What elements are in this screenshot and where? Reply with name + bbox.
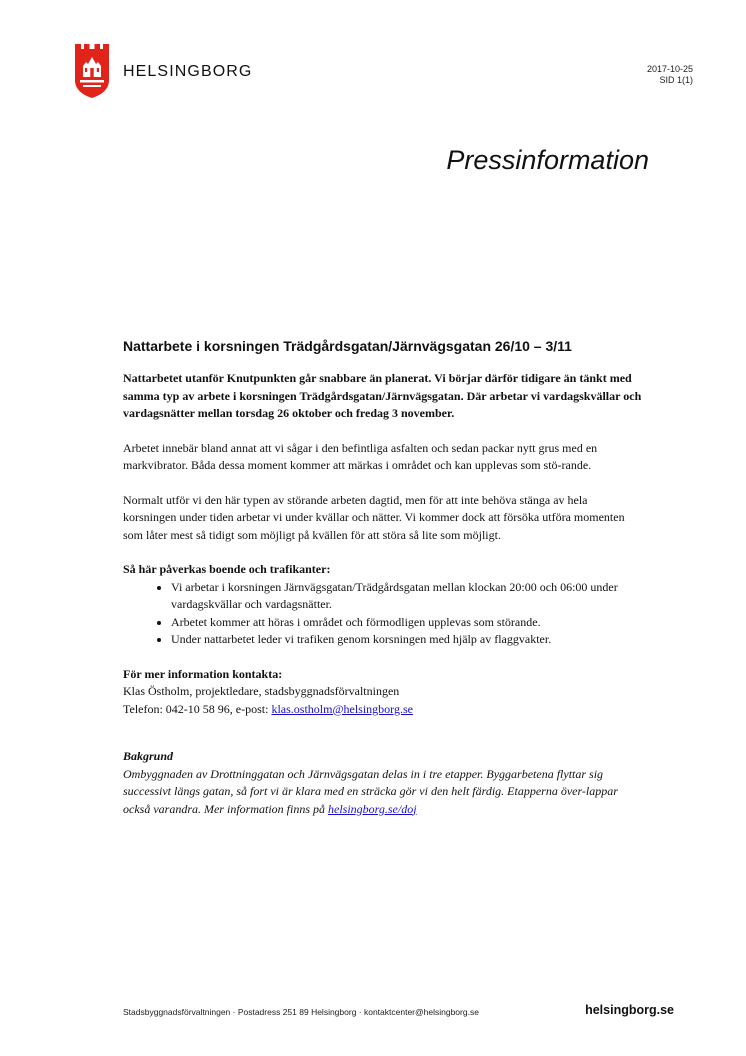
page-number: SID 1(1) [659, 75, 693, 85]
list-item: • Under nattarbetet leder vi trafiken genom korsningen med hjälp av flaggvakter. [171, 631, 643, 649]
helsingborg-crest-icon [75, 44, 109, 98]
background-paragraph [123, 766, 643, 819]
document-meta [647, 64, 693, 86]
background-heading: Bakgrund [123, 749, 174, 763]
list-item: • Arbetet kommer att höras i området och förmodligen upplevas som störande. [171, 614, 643, 632]
impact-heading: Så här påverkas boende och trafikanter: [123, 562, 331, 576]
background-link[interactable]: helsingborg.se/doj [328, 801, 417, 816]
body-paragraph: Normalt utför vi den här typen av störande arbeten dagtid, men för att inte behöva stänga av hela korsningen under tiden arbetar vi under kvällar och nätter. Vi kommer dock att försöka utföra momenten som låter mest så tidigt som möjligt på kvällen för att störa så lite som möjligt. [123, 492, 625, 542]
contact-name: Klas Östholm, projektledare, stadsbyggnadsförvaltningen [123, 684, 400, 698]
org-name: HELSINGBORG [123, 63, 253, 80]
contact-heading: För mer information kontakta: [123, 666, 283, 681]
footer-address: Stadsbyggnadsförvaltningen · Postadress 251 89 Helsingborg · kontaktcenter@helsingborg.se [123, 1007, 479, 1017]
footer-website: helsingborg.se [585, 1003, 674, 1017]
contact-phone-line [123, 701, 643, 719]
list-item: • Vi arbetar i korsningen Järnvägsgatan/Trädgårdsgatan mellan klockan 20:00 och 06:00 under vardagskvällar och vardagsnätter. [171, 579, 643, 614]
headline: Nattarbete i korsningen Trädgårdsgatan/Järnvägsgatan 26/10 – 3/11 [123, 338, 572, 354]
background-text: Ombyggnaden av Drottninggatan och Järnvägsgatan delas in i tre etapper. Byggarbetena flyttar sig successivt längs gatan, så fort vi är klara med en sträcka gör vi den helt färdig. Etapperna över-lappar också varandra. Mer information finns på [123, 766, 618, 816]
press-release-body [123, 338, 643, 835]
impact-list [123, 579, 643, 649]
lead-paragraph: Nattarbetet utanför Knutpunkten går snabbare än planerat. Vi börjar därför tidigare än tänkt med samma typ av arbete i korsningen Trädgårdsgatan/Järnvägsgatan. Där arbetar vi vardagskvällar och vardagsnätter mellan torsdag 26 oktober och fredag 3 november. [123, 371, 642, 420]
document-type-title: Pressinformation [446, 145, 649, 175]
contact-email-link[interactable]: klas.ostholm@helsingborg.se [271, 701, 413, 716]
body-paragraph: Arbetet innebär bland annat att vi sågar i den befintliga asfalten och sedan packar nytt grus med en markvibrator. Båda dessa moment kommer att märkas i området och kan upplevas som stö-rande. [123, 440, 598, 472]
contact-phone: Telefon: 042-10 58 96, e-post: [123, 701, 272, 716]
contact-block [123, 666, 643, 719]
document-date: 2017-10-25 [646, 64, 693, 74]
